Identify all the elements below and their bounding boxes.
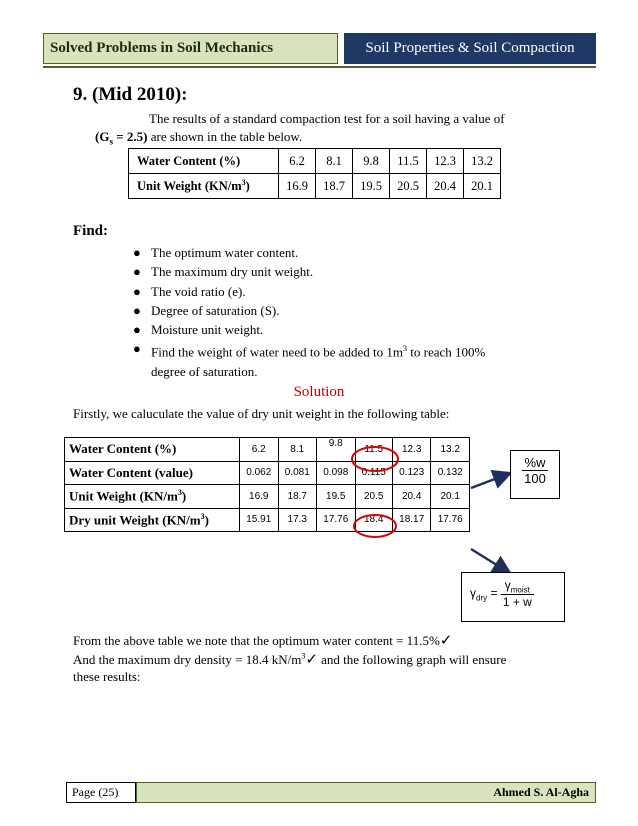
list-item-sup: 3 (403, 344, 407, 354)
label-end: ) (204, 511, 209, 527)
table-cell: 12.3 (392, 438, 431, 462)
table-cell: 18.7 (316, 174, 353, 199)
table-cell: 18.17 (392, 508, 431, 532)
check-icon: ✓ (305, 652, 318, 668)
label-text: Unit Weight (KN/m (137, 179, 242, 194)
optimum-water-highlight (352, 447, 398, 471)
moist-subscript: moist (510, 585, 530, 595)
conclusion-line1 (73, 631, 452, 650)
table-cell: 0.123 (392, 461, 431, 485)
gamma-subscript: dry (476, 593, 488, 603)
table-cell: 17.76 (317, 508, 356, 532)
table-cell-label: Water Content (value) (65, 461, 240, 485)
gamma-symbol: γ (504, 578, 511, 592)
arrow-to-percent-formula (471, 474, 508, 488)
table-cell: 16.9 (279, 174, 316, 199)
conclusion-text: And the maximum dry density = 18.4 kN/m (73, 652, 302, 667)
bullet-icon: ● (133, 283, 141, 299)
table-cell: 20.4 (427, 174, 464, 199)
bullet-icon: ● (133, 322, 141, 338)
label-sup: 3 (200, 511, 205, 521)
table-cell: 20.5 (390, 174, 427, 199)
table-cell: 17.3 (278, 508, 317, 532)
conclusion-line2 (73, 650, 506, 669)
table-cell-label: Water Content (%) (129, 149, 279, 174)
max-dry-weight-highlight (354, 515, 396, 537)
fraction (501, 578, 534, 609)
list-item-text: The maximum dry unit weight. (151, 264, 314, 280)
solution-intro: Firstly, we caluculate the value of dry unit weight in the following table: (73, 406, 450, 421)
table-cell: 15.91 (240, 508, 279, 532)
label-sup: 3 (177, 488, 182, 498)
list-item-text: Degree of saturation (S). (151, 302, 280, 318)
equals-sign: = (487, 585, 501, 600)
header-book-title: Solved Problems in Soil Mechanics (43, 33, 338, 64)
arrow-to-dry-formula (471, 549, 508, 572)
gs-subscript: s (109, 136, 113, 147)
list-item-text: The void ratio (e). (151, 283, 246, 299)
table-cell: 20.1 (431, 485, 470, 509)
table-cell: 0.081 (278, 461, 317, 485)
unit-sup: 3 (301, 651, 306, 661)
gamma-symbol: γ (470, 585, 476, 600)
fraction-denominator: 100 (524, 471, 546, 486)
gs-symbol: (G (95, 129, 110, 144)
table-cell: 16.9 (240, 485, 279, 509)
table-cell: 0.132 (431, 461, 470, 485)
table-cell: 13.2 (431, 438, 470, 462)
table-cell: 0.062 (240, 461, 279, 485)
conclusion-text: From the above table we note that the optimum water content = 11.5% (73, 633, 440, 648)
table-cell: 6.2 (240, 438, 279, 462)
problem-heading: (Mid 2010): (92, 84, 188, 105)
dry-unit-weight-formula (461, 572, 565, 622)
fraction-numerator (501, 578, 534, 595)
fraction (522, 455, 548, 486)
list-item-text-end: to reach 100% (407, 344, 486, 360)
table-cell: 20.4 (392, 485, 431, 509)
problem-intro-line1: The results of a standard compaction test for a soil having a value of (149, 111, 505, 126)
bullet-icon: ● (133, 264, 141, 280)
problem-number: 9. (73, 84, 88, 105)
footer-page-number: Page (25) (66, 782, 136, 803)
footer-author: Ahmed S. Al-Agha (136, 782, 596, 803)
table-cell: 18.7 (278, 485, 317, 509)
conclusion-text-end: and the following graph will ensure (317, 652, 507, 667)
table-cell: 9.8 (353, 149, 390, 174)
list-item-text: Moisture unit weight. (151, 322, 264, 338)
table-cell: 19.5 (353, 174, 390, 199)
table-cell: 11.5 (390, 149, 427, 174)
table-cell: 18.4 (355, 508, 392, 532)
table-cell: 8.1 (316, 149, 353, 174)
bullet-icon: ● (133, 302, 141, 318)
label-text: Unit Weight (KN/m (69, 488, 178, 504)
table-cell: 12.3 (427, 149, 464, 174)
list-item-text: The optimum water content. (151, 245, 299, 260)
bullet-icon: ● (133, 245, 141, 260)
table-cell: 20.5 (355, 485, 392, 509)
fraction-denominator: 1 + w (502, 595, 532, 610)
list-item-text-line2: degree of saturation. (151, 364, 258, 380)
fraction-numerator: %w (522, 455, 548, 471)
table-cell: 0.098 (317, 461, 356, 485)
label-text: Dry unit Weight (KN/m (69, 511, 201, 527)
intro-tail: are shown in the table below. (147, 129, 303, 144)
table-cell: 13.2 (464, 149, 501, 174)
table-cell: 17.76 (431, 508, 470, 532)
table-cell: 20.1 (464, 174, 501, 199)
table-cell: 9.8 (317, 438, 356, 462)
table-cell: 0.115 (355, 461, 392, 485)
conclusion-line3: these results: (73, 669, 141, 684)
gs-value: = 2.5) (112, 129, 148, 144)
find-heading: Find: (73, 223, 109, 239)
table-cell: 8.1 (278, 438, 317, 462)
percent-conversion-formula (510, 450, 560, 499)
label-sup: 3 (241, 177, 246, 187)
label-end: ) (245, 179, 250, 194)
check-icon: ✓ (439, 633, 453, 649)
solution-heading: Solution (293, 384, 345, 400)
bullet-icon: ● (133, 341, 141, 357)
table-cell-label: Water Content (%) (65, 438, 240, 462)
label-end: ) (181, 488, 187, 504)
table-cell: 11.5 (355, 438, 392, 462)
table-cell: 19.5 (317, 485, 356, 509)
list-item-text: Find the weight of water need to be added to 1m (151, 344, 403, 360)
header-chapter-title: Soil Properties & Soil Compaction (344, 33, 596, 64)
table-cell: 6.2 (279, 149, 316, 174)
